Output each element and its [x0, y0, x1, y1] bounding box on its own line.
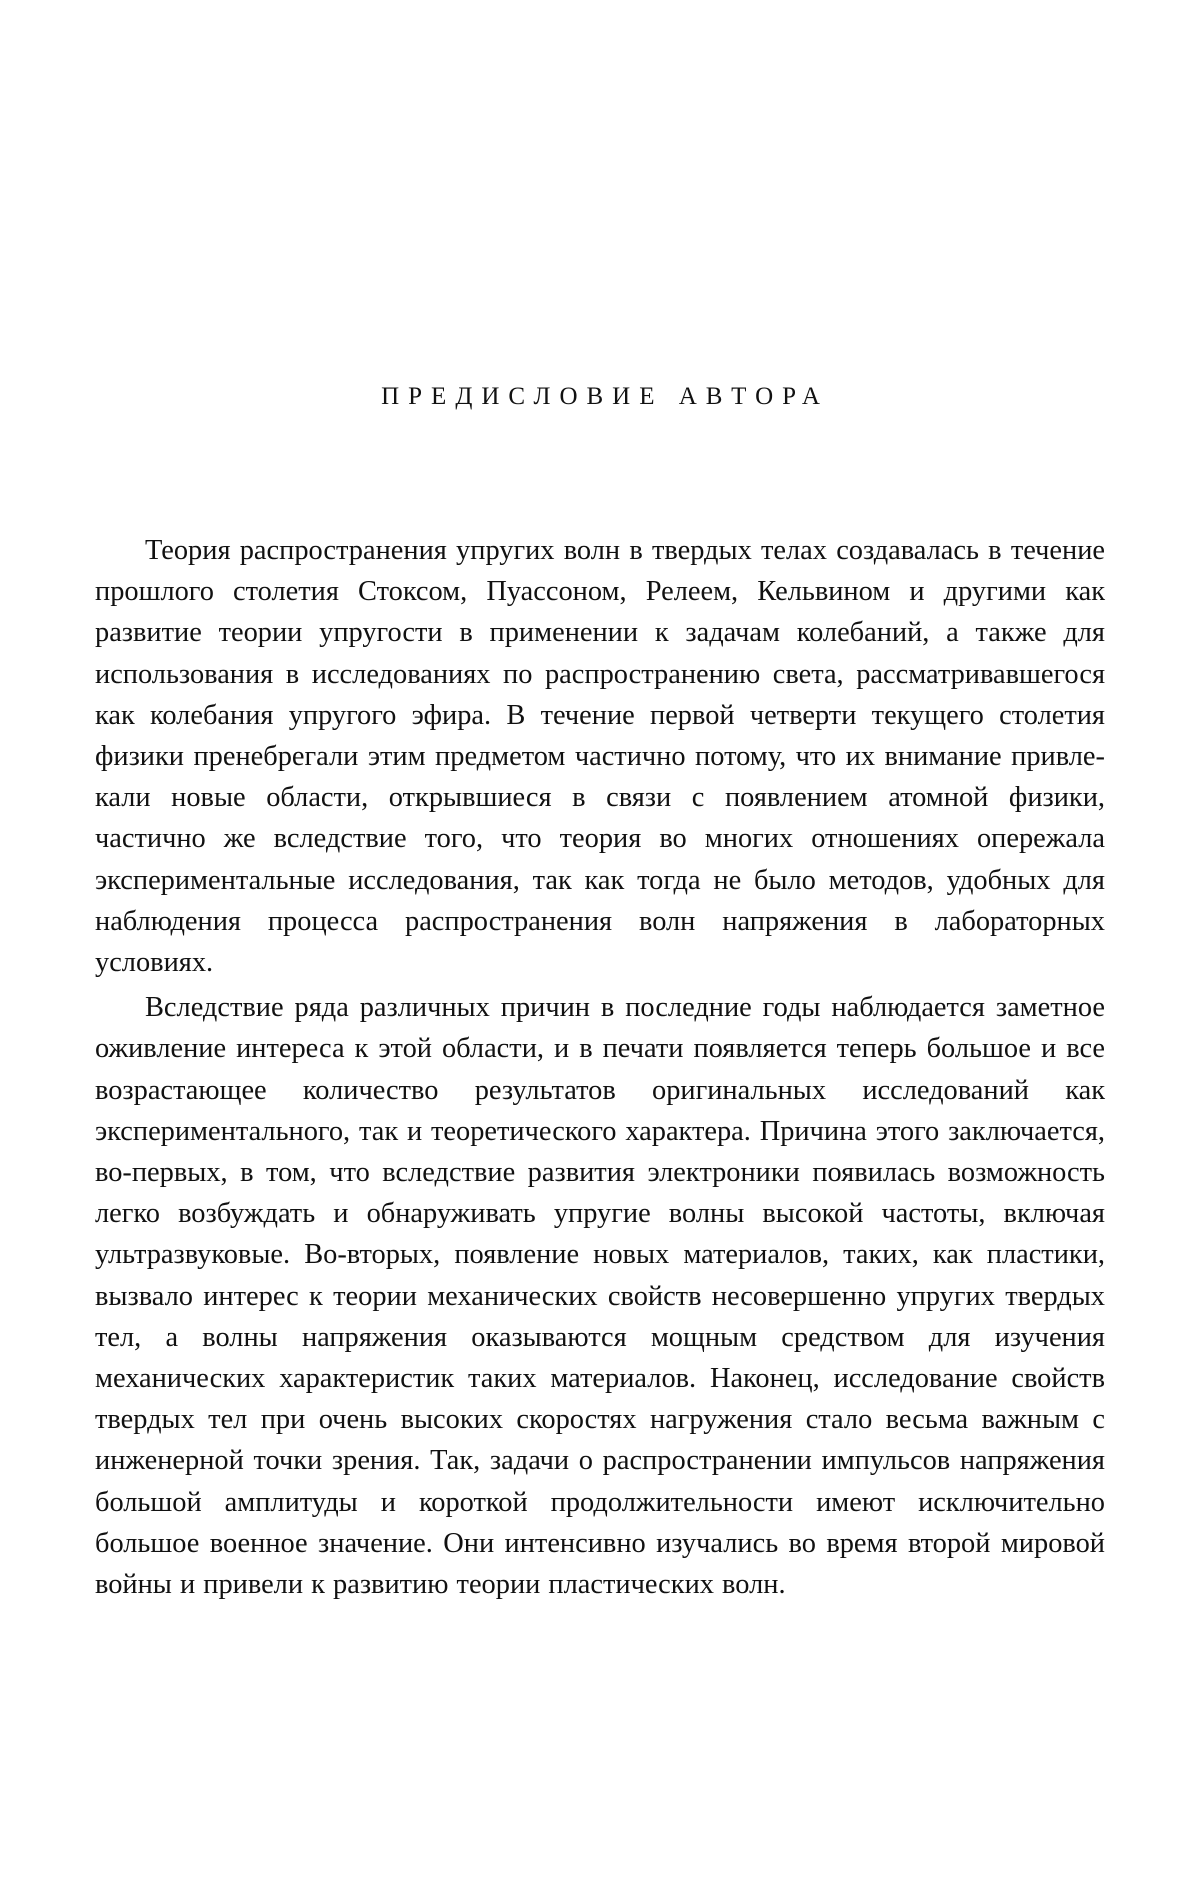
page-title: ПРЕДИСЛОВИЕ АВТОРА: [381, 383, 829, 410]
paragraph: Вследствие ряда различных причин в последние годы наблюдается заметное оживление интереса к этой области, и в печати появляется теперь большое и все возрастающее количество результатов оригинальных исследований как экспериментального, так и теоретического характера. Причина этого заключается, во-первых, в том, что вследствие развития электроники появилась возможность легко возбуждать и обнаруживать упругие волны высокой частоты, включая ультразвуковые. Во-вторых, появление новых материалов, таких, как пластики, вызвало интерес к теории механических свойств несовершенно упругих твердых тел, а волны напряжения оказываются мощным средством для изучения механических характеристик таких материалов. Наконец, исследование свойств твердых тел при очень высоких скоростях нагружения стало весьма важным с инженерной точки зрения. Так, задачи о распространении импульсов напряжения большой амплитуды и короткой продолжительности имеют исключительно большое военное значение. Они интенсивно изучались во время второй мировой войны и привели к развитию теории пластических волн.: [95, 992, 1105, 1601]
paragraph: Теория распространения упругих волн в твердых телах создавалась в течение прошлого столетия Стоксом, Пуассоном, Релеем, Кельвином и другими как развитие теории упругости в применении к задачам колебаний, а также для использования в исследованиях по распространению света, рассматривавшегося как колебания упругого эфира. В течение первой четверти текущего столетия физики пренебрегали этим предметом частично потому, что их внимание привлекали новые области, открывшиеся в связи с появлением атомной физики, частично же вследствие того, что теория во многих отношениях опережала экспериментальные исследования, так как тогда не было методов, удобных для наблюдения процесса распространения волн напряжения в лабораторных условиях.: [95, 535, 1105, 979]
preface-body: [95, 530, 1105, 1609]
